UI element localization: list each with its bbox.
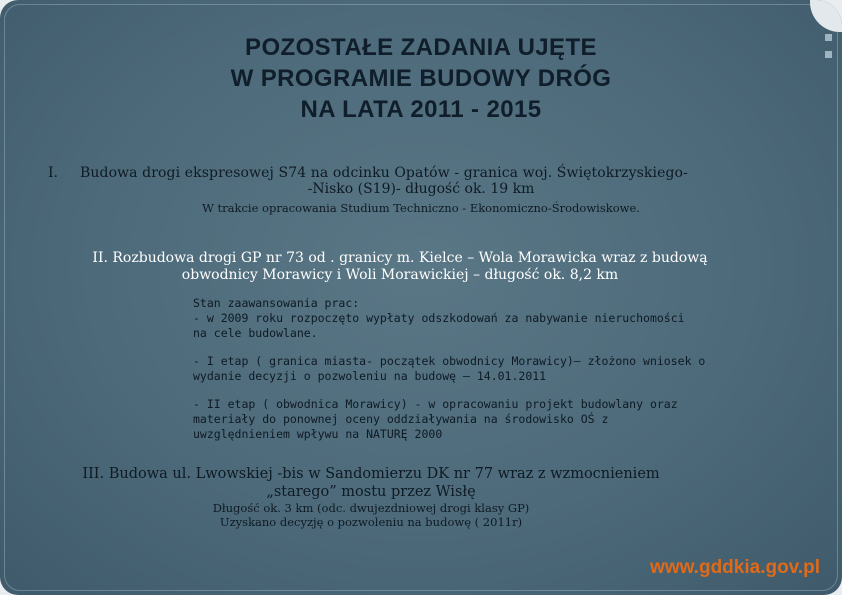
page-title-line3: NA LATA 2011 - 2015 [300, 96, 542, 123]
section3-line1: III. Budowa ul. Lwowskiej -bis w Sandomierzu DK nr 77 wraz z wzmocnieniem [82, 466, 660, 482]
section1-line1: Budowa drogi ekspresowej S74 na odcinku Opatów - granica woj. Świętokrzyskiego- [80, 165, 688, 181]
section2-stage1-line: - I etap ( granica miasta- początek obwodnicy Morawicy)– złożono wniosek o [193, 354, 706, 368]
section2-status-heading: Stan zaawansowania prac: [193, 296, 360, 310]
section3-line2: „starego” mostu przez Wisłę [266, 484, 476, 500]
section1-number: I. [48, 165, 58, 181]
section2-line2: obwodnicy Morawicy i Woli Morawickiej – długość ok. 8,2 km [181, 267, 619, 283]
section2-stage2-line: - II etap ( obwodnica Morawicy) - w opracowaniu projekt budowlany oraz [193, 397, 678, 411]
section2-stage2-line: uwzględnieniem wpływu na NATURĘ 2000 [193, 427, 443, 441]
section2-line1: II. Rozbudowa drogi GP nr 73 od . granicy m. Kielce – Wola Morawicka wraz z budową [92, 250, 708, 266]
footer-url[interactable]: www.gddkia.gov.pl [650, 557, 820, 578]
section3-detail1: Długość ok. 3 km (odc. dwujezdniowej drogi klasy GP) [212, 501, 530, 515]
page-title-line1: POZOSTAŁE ZADANIA UJĘTE [245, 34, 597, 61]
section3-detail2: Uzyskano decyzję o pozwoleniu na budowę ( 2011r) [219, 515, 523, 529]
section2-status-line: - w 2009 roku rozpoczęto wypłaty odszkodowań za nabywanie nieruchomości [193, 311, 685, 325]
section2-stage1-line: wydanie decyzji o pozwoleniu na budowę – 14.01.2011 [193, 369, 547, 383]
page-title-line2: W PROGRAMIE BUDOWY DRÓG [230, 65, 612, 92]
section1-line2: -Nisko (S19)- długość ok. 19 km [307, 181, 535, 197]
section2-stage2-line: materiały do ponownej oceny oddziaływania na środowisko OŚ z [193, 412, 609, 426]
section1-note: W trakcie opracowania Studium Techniczno - Ekonomiczno-Środowiskowe. [202, 201, 640, 215]
section2-status-line: na cele budowlane. [193, 326, 318, 340]
